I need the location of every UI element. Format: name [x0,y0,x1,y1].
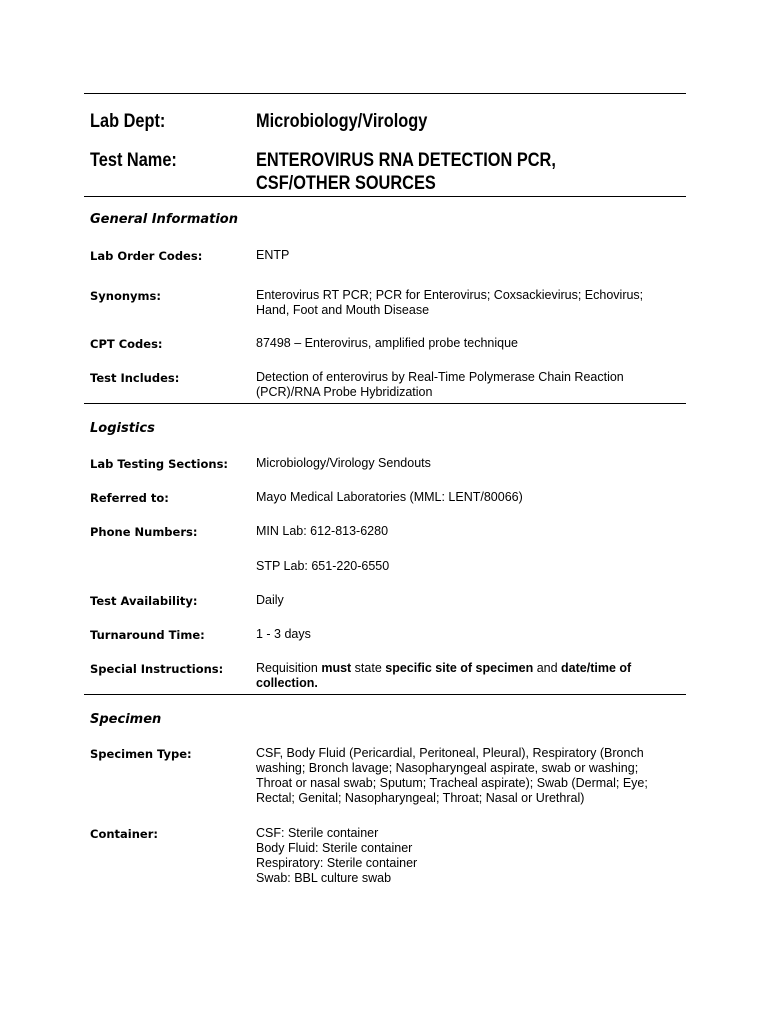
section-specimen: Specimen [90,712,162,727]
specimen-type-line-3: Throat or nasal swab; Sputum; Tracheal aspirate); Swab (Dermal; Eye; [256,776,648,790]
container-value [256,826,676,886]
lab-order-codes-value: ENTP [256,248,290,262]
lab-dept-value: Microbiology/Virology [256,111,428,132]
test-name-label: Test Name: [90,150,177,171]
test-name-value [256,149,677,195]
synonyms-label: Synonyms: [90,289,161,303]
container-line-4: Swab: BBL culture swab [256,871,392,885]
specimen-type-value [256,746,676,806]
turnaround-time-value: 1 - 3 days [256,627,311,641]
special-text-6: date/time of [561,661,632,675]
lab-testing-sections-value: Microbiology/Virology Sendouts [256,456,431,470]
referred-to-label: Referred to: [90,491,169,505]
synonyms-value [256,288,676,318]
specimen-type-line-2: washing; Bronch lavage; Nasopharyngeal aspirate, swab or washing; [256,761,639,775]
test-availability-label: Test Availability: [90,594,198,608]
test-includes-line-2: (PCR)/RNA Probe Hybridization [256,385,433,399]
logistics-rule [84,694,686,695]
section-logistics: Logistics [90,421,155,436]
synonyms-line-1: Enterovirus RT PCR; PCR for Enterovirus; Coxsackievirus; Echovirus; [256,288,644,302]
synonyms-line-2: Hand, Foot and Mouth Disease [256,303,430,317]
lab-order-codes-label: Lab Order Codes: [90,249,203,263]
cpt-codes-label: CPT Codes: [90,337,163,351]
special-text-5: and [533,661,562,675]
special-instructions-value [256,661,676,691]
general-rule [84,403,686,404]
container-line-2: Body Fluid: Sterile container [256,841,413,855]
test-includes-value [256,370,676,400]
referred-to-value: Mayo Medical Laboratories (MML: LENT/80066) [256,490,523,504]
phone-min-lab: MIN Lab: 612-813-6280 [256,524,389,538]
test-name-line-1: ENTEROVIRUS RNA DETECTION PCR, [256,150,556,171]
turnaround-time-label: Turnaround Time: [90,628,205,642]
test-availability-value: Daily [256,593,284,607]
special-text-3: state [351,661,386,675]
special-text-4: specific site of specimen [385,661,534,675]
container-line-1: CSF: Sterile container [256,826,379,840]
header-rule [84,196,686,197]
container-line-3: Respiratory: Sterile container [256,856,418,870]
specimen-type-line-1: CSF, Body Fluid (Pericardial, Peritoneal, Pleural), Respiratory (Bronch [256,746,644,760]
special-instructions-label: Special Instructions: [90,662,224,676]
lab-testing-sections-label: Lab Testing Sections: [90,457,229,471]
section-general-information: General Information [90,212,238,227]
special-text-1: Requisition [256,661,322,675]
specimen-type-line-4: Rectal; Genital; Nasopharyngeal; Throat; Nasal or Urethral) [256,791,585,805]
special-text-2: must [321,661,352,675]
test-includes-label: Test Includes: [90,371,180,385]
special-instructions-line-1 [256,661,676,676]
top-rule [84,93,686,94]
lab-dept-label: Lab Dept: [90,111,166,132]
test-name-line-2: CSF/OTHER SOURCES [256,173,436,194]
container-label: Container: [90,827,158,841]
test-includes-line-1: Detection of enterovirus by Real-Time Polymerase Chain Reaction [256,370,624,384]
cpt-codes-value: 87498 – Enterovirus, amplified probe technique [256,336,518,350]
phone-numbers-label: Phone Numbers: [90,525,198,539]
specimen-type-label: Specimen Type: [90,747,192,761]
phone-stp-lab: STP Lab: 651-220-6550 [256,559,390,573]
special-instructions-line-2: collection. [256,676,318,690]
